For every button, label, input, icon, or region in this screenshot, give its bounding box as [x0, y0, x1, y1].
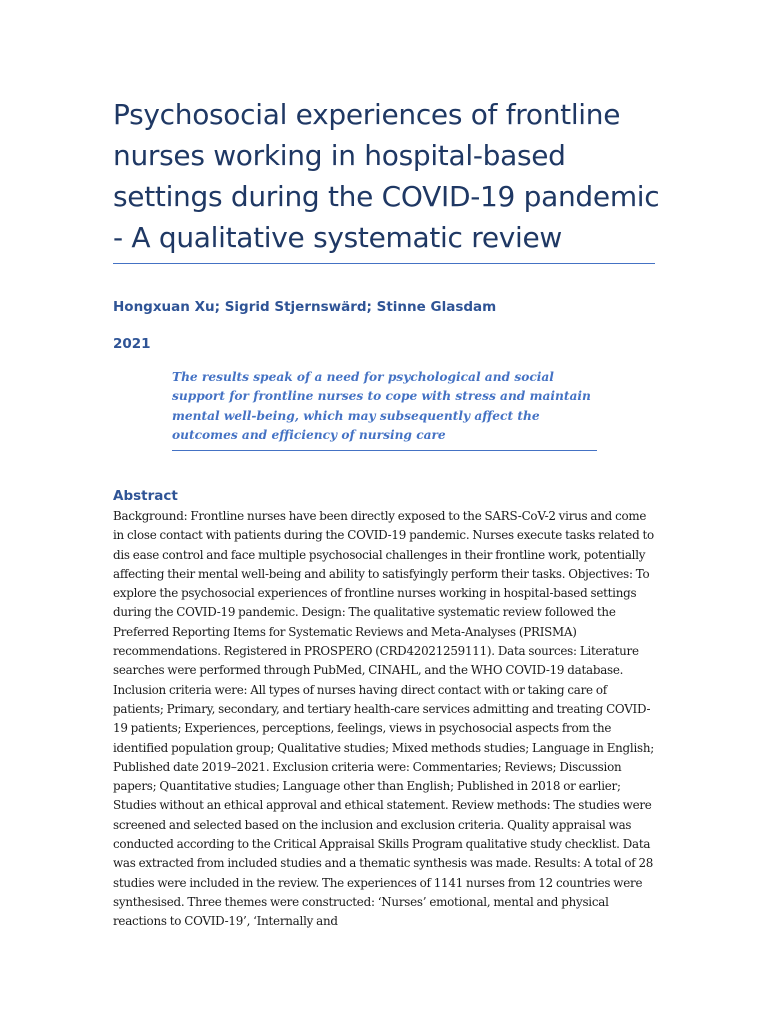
- title-divider: [113, 263, 655, 264]
- highlight-quote: The results speak of a need for psychological and social support for frontline nurses to cope with stress and maintain mental well-being, which may subsequently affect the outcomes and efficiency of nursing care: [172, 370, 591, 442]
- paper-title: Psychosocial experiences of frontline nurses working in hospital-based settings during the COVID-19 pandemic - A qualitative systematic review: [113, 98, 660, 254]
- abstract-heading: Abstract: [113, 488, 178, 504]
- quote-divider: [172, 450, 597, 451]
- publication-year: 2021: [113, 336, 151, 352]
- abstract-body: Background: Frontline nurses have been directly exposed to the SARS-CoV-2 virus and come in close contact with patients during the COVID-19 pandemic. Nurses execute tasks related to dis ease control and face multiple psychosocial challenges in their frontline work, potentially affecting their mental well-being and ability to satisfyingly perform their tasks. Objectives: To explore the psychosocial experiences of frontline nurses working in hospital-based settings during the COVID-19 pandemic. Design: The qualitative systematic review followed the Preferred Reporting Items for Systematic Reviews and Meta-Analyses (PRISMA) recommendations. Registered in PROSPERO (CRD42021259111). Data sources: Literature searches were performed through PubMed, CINAHL, and the WHO COVID-19 database. Inclusion criteria were: All types of nurses having direct contact with or taking care of patients; Primary, secondary, and tertiary health-care services admitting and treating COVID-19 patients; Experiences, perceptions, feelings, views in psychosocial aspects from the identified population group; Qualitative studies; Mixed methods studies; Language in English; Published date 2019–2021. Exclusion criteria were: Commentaries; Reviews; Discussion papers; Quantitative studies; Language other than English; Published in 2018 or earlier; Studies without an ethical approval and ethical statement. Review methods: The studies were screened and selected based on the inclusion and exclusion criteria. Quality appraisal was conducted according to the Critical Appraisal Skills Program qualitative study checklist. Data was extracted from included studies and a thematic synthesis was made. Results: A total of 28 studies were included in the review. The experiences of 1141 nurses from 12 countries were synthesised. Three themes were constructed: ‘Nurses’ emotional, mental and physical reactions to COVID-19’, ‘Internally and: [113, 509, 655, 929]
- paper-authors: Hongxuan Xu; Sigrid Stjernswärd; Stinne Glasdam: [113, 299, 497, 315]
